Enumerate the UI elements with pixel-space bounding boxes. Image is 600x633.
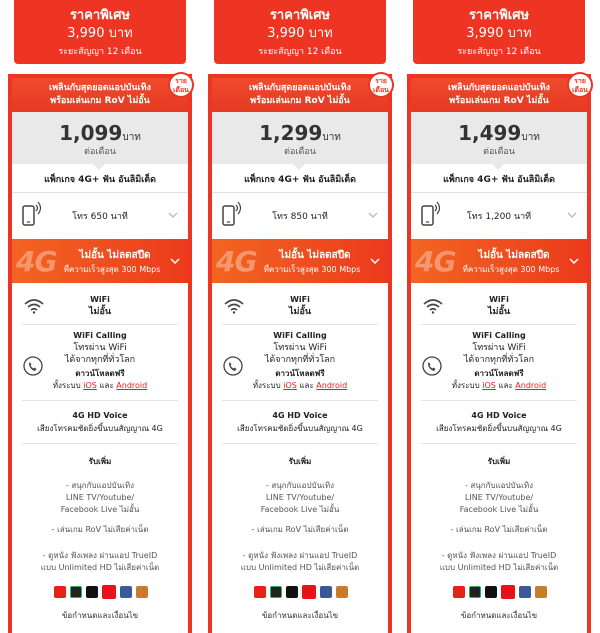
package-name: แพ็กเกจ 4G+ ฟัน อันลิมิเต็ด bbox=[443, 175, 555, 185]
google-play-icon bbox=[270, 586, 282, 598]
price-period: ต่อเดือน bbox=[84, 147, 116, 157]
monthly-badge bbox=[168, 72, 194, 98]
monthly-price bbox=[411, 112, 587, 164]
wifi-calling-line-1: โทรผ่าน WiFi bbox=[73, 343, 127, 353]
line-tv-icon bbox=[485, 586, 497, 598]
4g-line-2: ที่ความเร็วสูงสุด 300 Mbps bbox=[63, 265, 161, 274]
wifi-calling-line-2: ได้จากทุกที่ทั่วโลก bbox=[463, 355, 535, 365]
price-amount: 1,499 bbox=[458, 121, 522, 145]
youtube-icon bbox=[453, 586, 465, 598]
chevron-down-icon bbox=[368, 212, 378, 218]
badge-line-1: ราย bbox=[574, 77, 586, 85]
wifi-calling-title: WiFi Calling bbox=[472, 331, 526, 340]
promo-label: ราคาพิเศษ bbox=[468, 8, 530, 23]
price-period: ต่อเดือน bbox=[483, 147, 515, 157]
divider bbox=[222, 400, 378, 401]
special-price-banner bbox=[413, 0, 585, 64]
promo-contract: ระยะสัญญา 12 เดือน bbox=[258, 47, 342, 57]
header-line-1: เพลินกับสุดยอดแอปบันเทิง bbox=[49, 83, 151, 93]
wifi-calling-line-2: ได้จากทุกที่ทั่วโลก bbox=[264, 355, 336, 365]
header-line-2: พร้อมเล่นเกม RoV ไม่อั้น bbox=[50, 96, 150, 106]
facebook-live-icon bbox=[320, 586, 332, 598]
extras-trueid-line-2: แบบ Unlimited HD ไม่เสียค่าเน็ต bbox=[240, 563, 360, 572]
monthly-price bbox=[12, 112, 188, 164]
price-notch bbox=[491, 163, 505, 170]
line-tv-icon bbox=[286, 586, 298, 598]
4g-line-2: ที่ความเร็วสูงสุด 300 Mbps bbox=[462, 265, 560, 274]
promo-label: ราคาพิเศษ bbox=[269, 8, 331, 23]
monthly-price bbox=[212, 112, 388, 164]
badge-line-1: ราย bbox=[175, 77, 187, 85]
divider bbox=[222, 324, 378, 325]
package-name: แพ็กเกจ 4G+ ฟัน อันลิมิเต็ด bbox=[44, 175, 156, 185]
rov-game-icon bbox=[336, 586, 348, 598]
download-free: ดาวน์โหลดฟรี bbox=[275, 369, 325, 378]
price-period: ต่อเดือน bbox=[284, 147, 316, 157]
badge-line-1: ราย bbox=[375, 77, 387, 85]
and-text: และ bbox=[498, 381, 513, 390]
wifi-value: ไม่อั้น bbox=[487, 307, 511, 317]
terms-link[interactable]: ข้อกำหนดและเงื่อนไข bbox=[61, 611, 139, 620]
call-minutes: โทร 1,200 นาที bbox=[466, 212, 532, 222]
divider bbox=[22, 400, 178, 401]
4g-unlimited-bar[interactable] bbox=[212, 239, 388, 283]
app-icons-row bbox=[54, 586, 154, 600]
extras-apps-line-2: LINE TV/Youtube/ bbox=[265, 493, 335, 502]
extras-trueid-line-2: แบบ Unlimited HD ไม่เสียค่าเน็ต bbox=[40, 563, 160, 572]
promo-price: 3,990 บาท bbox=[466, 26, 532, 41]
price-unit: บาท bbox=[521, 132, 540, 143]
extras-trueid-line-1: - ดูหนัง ฟังเพลง ผ่านแอป TrueID bbox=[242, 551, 358, 560]
call-minutes-row[interactable] bbox=[411, 193, 587, 237]
divider bbox=[222, 443, 378, 444]
call-minutes: โทร 850 นาที bbox=[272, 212, 328, 222]
google-play-icon bbox=[70, 586, 82, 598]
promo-contract: ระยะสัญญา 12 เดือน bbox=[58, 47, 142, 57]
hd-voice-desc: เสียงโทรคมชัดยิ่งขึ้นบนสัญญาณ 4G bbox=[436, 424, 562, 433]
terms-link[interactable]: ข้อกำหนดและเงื่อนไข bbox=[460, 611, 538, 620]
plan-card bbox=[208, 74, 392, 633]
wifi-calling-title: WiFi Calling bbox=[273, 331, 327, 340]
extras-apps-line-3: Facebook Live ไม่อั้น bbox=[60, 505, 140, 514]
plan-header bbox=[212, 78, 388, 112]
price-amount: 1,099 bbox=[59, 121, 123, 145]
extras-apps-line-2: LINE TV/Youtube/ bbox=[464, 493, 534, 502]
promo-price: 3,990 บาท bbox=[67, 26, 133, 41]
4g-logo: 4G bbox=[216, 245, 257, 278]
plan-column-2 bbox=[208, 0, 392, 633]
facebook-live-icon bbox=[519, 586, 531, 598]
app-icons-row bbox=[254, 586, 354, 600]
youtube-icon bbox=[254, 586, 266, 598]
4g-unlimited-bar[interactable] bbox=[411, 239, 587, 283]
plan-column-3 bbox=[407, 0, 591, 633]
hd-voice-title: 4G HD Voice bbox=[272, 411, 328, 420]
header-line-1: เพลินกับสุดยอดแอปบันเทิง bbox=[448, 83, 550, 93]
extras-trueid-line-1: - ดูหนัง ฟังเพลง ผ่านแอป TrueID bbox=[42, 551, 158, 560]
wifi-calling-title: WiFi Calling bbox=[73, 331, 127, 340]
android-link[interactable]: Android bbox=[116, 381, 148, 390]
call-minutes-row[interactable] bbox=[212, 193, 388, 237]
call-minutes: โทร 650 นาที bbox=[72, 212, 128, 222]
plan-header bbox=[12, 78, 188, 112]
hd-voice-desc: เสียงโทรคมชัดยิ่งขึ้นบนสัญญาณ 4G bbox=[237, 424, 363, 433]
divider bbox=[421, 400, 577, 401]
special-price-banner bbox=[14, 0, 186, 64]
plan-card bbox=[8, 74, 192, 633]
extras-rov: - เล่นเกม RoV ไม่เสียค่าเน็ต bbox=[450, 525, 548, 534]
extras-trueid-line-2: แบบ Unlimited HD ไม่เสียค่าเน็ต bbox=[439, 563, 559, 572]
price-unit: บาท bbox=[322, 132, 341, 143]
trueid-icon bbox=[501, 585, 515, 599]
hd-voice-desc: เสียงโทรคมชัดยิ่งขึ้นบนสัญญาณ 4G bbox=[37, 424, 163, 433]
price-amount: 1,299 bbox=[259, 121, 323, 145]
ios-link[interactable]: iOS bbox=[283, 381, 297, 390]
extras-apps-line-3: Facebook Live ไม่อั้น bbox=[260, 505, 340, 514]
divider bbox=[22, 443, 178, 444]
android-link[interactable]: Android bbox=[515, 381, 547, 390]
and-text: และ bbox=[299, 381, 314, 390]
terms-link[interactable]: ข้อกำหนดและเงื่อนไข bbox=[261, 611, 339, 620]
promo-price: 3,990 บาท bbox=[267, 26, 333, 41]
plan-column-1 bbox=[8, 0, 192, 633]
4g-line-2: ที่ความเร็วสูงสุด 300 Mbps bbox=[263, 265, 361, 274]
extras-apps-line-3: Facebook Live ไม่อั้น bbox=[459, 505, 539, 514]
rov-game-icon bbox=[136, 586, 148, 598]
badge-line-2: เดือน bbox=[173, 86, 189, 94]
divider bbox=[22, 324, 178, 325]
header-line-2: พร้อมเล่นเกม RoV ไม่อั้น bbox=[250, 96, 350, 106]
extras-title: รับเพิ่ม bbox=[288, 457, 312, 466]
facebook-live-icon bbox=[120, 586, 132, 598]
wifi-title: WiFi bbox=[489, 295, 509, 304]
badge-line-2: เดือน bbox=[572, 86, 588, 94]
systems-prefix: ทั้งระบบ bbox=[52, 381, 81, 390]
promo-label: ราคาพิเศษ bbox=[69, 8, 131, 23]
android-link[interactable]: Android bbox=[316, 381, 348, 390]
extras-apps-line-1: - สนุกกับแอปบันเทิง bbox=[265, 481, 335, 490]
chevron-down-icon bbox=[567, 212, 577, 218]
price-notch bbox=[92, 163, 106, 170]
wifi-value: ไม่อั้น bbox=[288, 307, 312, 317]
4g-line-1: ไม่อั้น ไม่ลดสปีด bbox=[478, 250, 550, 261]
special-price-banner bbox=[214, 0, 386, 64]
wifi-calling-line-1: โทรผ่าน WiFi bbox=[273, 343, 327, 353]
download-systems bbox=[212, 380, 388, 392]
4g-logo: 4G bbox=[16, 245, 57, 278]
wifi-value: ไม่อั้น bbox=[88, 307, 112, 317]
extras-title: รับเพิ่ม bbox=[487, 457, 511, 466]
monthly-badge bbox=[368, 72, 394, 98]
chevron-down-icon bbox=[370, 258, 380, 264]
extras-rov: - เล่นเกม RoV ไม่เสียค่าเน็ต bbox=[251, 525, 349, 534]
trueid-icon bbox=[102, 585, 116, 599]
download-free: ดาวน์โหลดฟรี bbox=[474, 369, 524, 378]
download-systems bbox=[411, 380, 587, 392]
hd-voice-title: 4G HD Voice bbox=[72, 411, 128, 420]
call-minutes-row[interactable] bbox=[12, 193, 188, 237]
wifi-calling-line-2: ได้จากทุกที่ทั่วโลก bbox=[64, 355, 136, 365]
hd-voice-title: 4G HD Voice bbox=[471, 411, 527, 420]
chevron-down-icon bbox=[569, 258, 579, 264]
google-play-icon bbox=[469, 586, 481, 598]
header-line-2: พร้อมเล่นเกม RoV ไม่อั้น bbox=[449, 96, 549, 106]
4g-line-1: ไม่อั้น ไม่ลดสปีด bbox=[279, 250, 351, 261]
download-free: ดาวน์โหลดฟรี bbox=[75, 369, 125, 378]
ios-link[interactable]: iOS bbox=[482, 381, 496, 390]
extras-title: รับเพิ่ม bbox=[88, 457, 112, 466]
extras-trueid-line-1: - ดูหนัง ฟังเพลง ผ่านแอป TrueID bbox=[441, 551, 557, 560]
ios-link[interactable]: iOS bbox=[83, 381, 97, 390]
wifi-title: WiFi bbox=[290, 295, 310, 304]
4g-line-1: ไม่อั้น ไม่ลดสปีด bbox=[79, 250, 151, 261]
4g-logo: 4G bbox=[415, 245, 456, 278]
package-name: แพ็กเกจ 4G+ ฟัน อันลิมิเต็ด bbox=[244, 175, 356, 185]
wifi-title: WiFi bbox=[90, 295, 110, 304]
chevron-down-icon bbox=[170, 258, 180, 264]
plan-header bbox=[411, 78, 587, 112]
extras-apps-line-1: - สนุกกับแอปบันเทิง bbox=[464, 481, 534, 490]
chevron-down-icon bbox=[168, 212, 178, 218]
line-tv-icon bbox=[86, 586, 98, 598]
youtube-icon bbox=[54, 586, 66, 598]
trueid-icon bbox=[302, 585, 316, 599]
plan-card bbox=[407, 74, 591, 633]
systems-prefix: ทั้งระบบ bbox=[252, 381, 281, 390]
divider bbox=[421, 443, 577, 444]
4g-unlimited-bar[interactable] bbox=[12, 239, 188, 283]
rov-game-icon bbox=[535, 586, 547, 598]
monthly-badge bbox=[567, 72, 593, 98]
divider bbox=[421, 324, 577, 325]
systems-prefix: ทั้งระบบ bbox=[451, 381, 480, 390]
price-unit: บาท bbox=[122, 132, 141, 143]
promo-contract: ระยะสัญญา 12 เดือน bbox=[457, 47, 541, 57]
wifi-calling-line-1: โทรผ่าน WiFi bbox=[472, 343, 526, 353]
extras-rov: - เล่นเกม RoV ไม่เสียค่าเน็ต bbox=[51, 525, 149, 534]
download-systems bbox=[12, 380, 188, 392]
extras-apps-line-1: - สนุกกับแอปบันเทิง bbox=[65, 481, 135, 490]
app-icons-row bbox=[453, 586, 553, 600]
extras-apps-line-2: LINE TV/Youtube/ bbox=[65, 493, 135, 502]
and-text: และ bbox=[99, 381, 114, 390]
header-line-1: เพลินกับสุดยอดแอปบันเทิง bbox=[249, 83, 351, 93]
badge-line-2: เดือน bbox=[373, 86, 389, 94]
price-notch bbox=[292, 163, 306, 170]
